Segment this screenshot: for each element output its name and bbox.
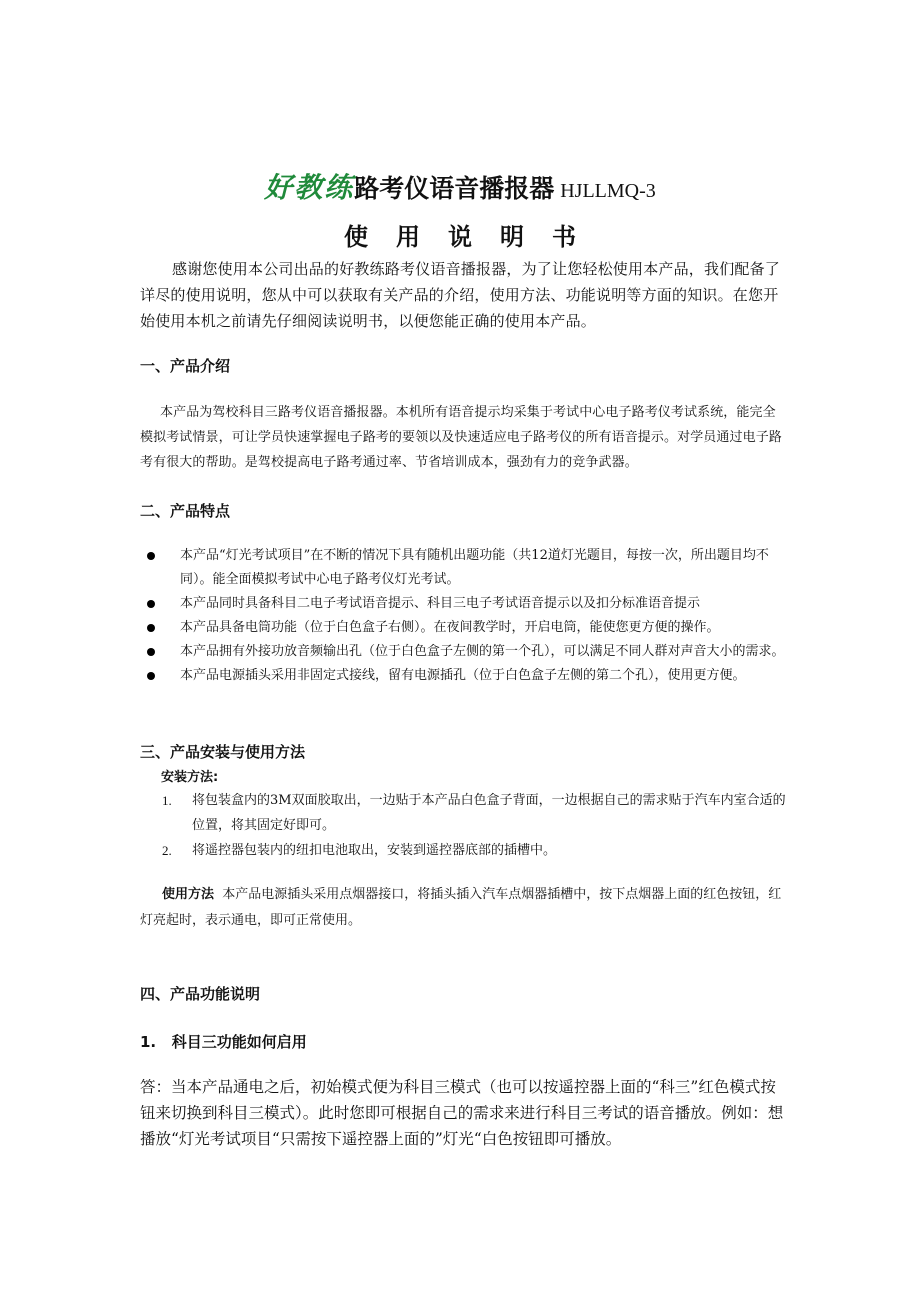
subtitle-char: 书 — [552, 223, 576, 251]
bullet-icon — [147, 624, 155, 632]
bullet-icon — [147, 600, 155, 608]
subtitle-char: 用 — [396, 223, 420, 251]
subtitle-char: 说 — [448, 223, 472, 251]
bullet-icon — [147, 672, 155, 680]
subtitle-char: 明 — [500, 223, 524, 251]
install-method-label: 安装方法: — [161, 770, 219, 785]
list-item — [140, 838, 790, 863]
list-item — [140, 616, 790, 640]
list-item-text: 本产品拥有外接功放音频输出孔（位于白色盒子左侧的第一个孔），可以满足不同人群对声音大小的需求。 — [180, 644, 785, 659]
install-steps — [140, 788, 790, 863]
list-item-text: 本产品电源插头采用非固定式接线，留有电源插孔（位于白色盒子左侧的第二个孔），使用更方便。 — [180, 668, 746, 683]
list-item — [140, 788, 790, 838]
section1-body: 本产品为驾校科目三路考仪语音播报器。本机所有语音提示均采集于考试中心电子路考仪考试系统，能完全模拟考试情景，可让学员快速掌握电子路考的要领以及快速适应电子路考仪的所有语音提示。对学员通过电子路考有很大的帮助。是驾校提高电子路考通过率、节省培训成本，强劲有力的竞争武器。 — [140, 405, 782, 470]
section4-heading: 四、产品功能说明 — [140, 985, 261, 1003]
list-item — [140, 592, 790, 616]
step-number: 1. — [162, 793, 172, 808]
bullet-icon — [147, 648, 155, 656]
list-item-text: 本产品“灯光考试项目”在不断的情况下具有随机出题功能（共12道灯光题目，每按一次，所出题目均不同）。能全面模拟考试中心电子路考仪灯光考试。 — [180, 548, 769, 587]
bullet-icon — [147, 552, 155, 560]
section2-heading: 二、产品特点 — [140, 502, 231, 520]
section1-heading: 一、产品介绍 — [140, 357, 231, 375]
model-number: HJLLMQ-3 — [560, 180, 656, 202]
product-title: 路考仪语音播报器 — [354, 174, 555, 203]
list-item — [140, 544, 790, 592]
brand-name: 好教练 — [264, 171, 355, 204]
answer-paragraph: 答：当本产品通电之后，初始模式便为科目三模式（也可以按遥控器上面的“科三”红色模式按钮来切换到科目三模式）。此时您即可根据自己的需求来进行科目三考试的语音播放。例如：想播放“灯光考试项目“只需按下遥控器上面的”灯光“白色按钮即可播放。 — [140, 1078, 784, 1148]
list-item-text: 本产品同时具备科目二电子考试语音提示、科目三电子考试语音提示以及扣分标准语音提示 — [180, 596, 701, 611]
list-item — [140, 640, 790, 664]
step-text: 将包装盒内的3M双面胶取出，一边贴于本产品白色盒子背面，一边根据自己的需求贴于汽车内室合适的位置，将其固定好即可。 — [192, 793, 786, 833]
usage-label: 使用方法 — [162, 887, 215, 902]
features-list — [140, 544, 790, 688]
subtitle-char: 使 — [344, 223, 368, 251]
subsection-title: 1. 科目三功能如何启用 — [140, 1033, 307, 1051]
usage-paragraph — [140, 882, 790, 934]
section3-heading: 三、产品安装与使用方法 — [140, 743, 306, 761]
usage-text: 本产品电源插头采用点烟器接口，将插头插入汽车点烟器插槽中，按下点烟器上面的红色按钮，红灯亮起时，表示通电，即可正常使用。 — [140, 887, 782, 928]
intro-paragraph: 感谢您使用本公司出品的好教练路考仪语音播报器，为了让您轻松使用本产品，我们配备了详尽的使用说明，您从中可以获取有关产品的介绍，使用方法、功能说明等方面的知识。在您开始使用本机之前请先仔细阅读说明书，以便您能正确的使用本产品。 — [140, 260, 781, 330]
document-subtitle — [0, 217, 920, 252]
list-item-text: 本产品具备电筒功能（位于白色盒子右侧）。在夜间教学时，开启电筒，能使您更方便的操作。 — [180, 620, 720, 635]
document-title — [0, 166, 920, 206]
list-item — [140, 664, 790, 688]
step-text: 将遥控器包装内的纽扣电池取出，安装到遥控器底部的插槽中。 — [192, 843, 557, 858]
step-number: 2. — [162, 843, 172, 858]
